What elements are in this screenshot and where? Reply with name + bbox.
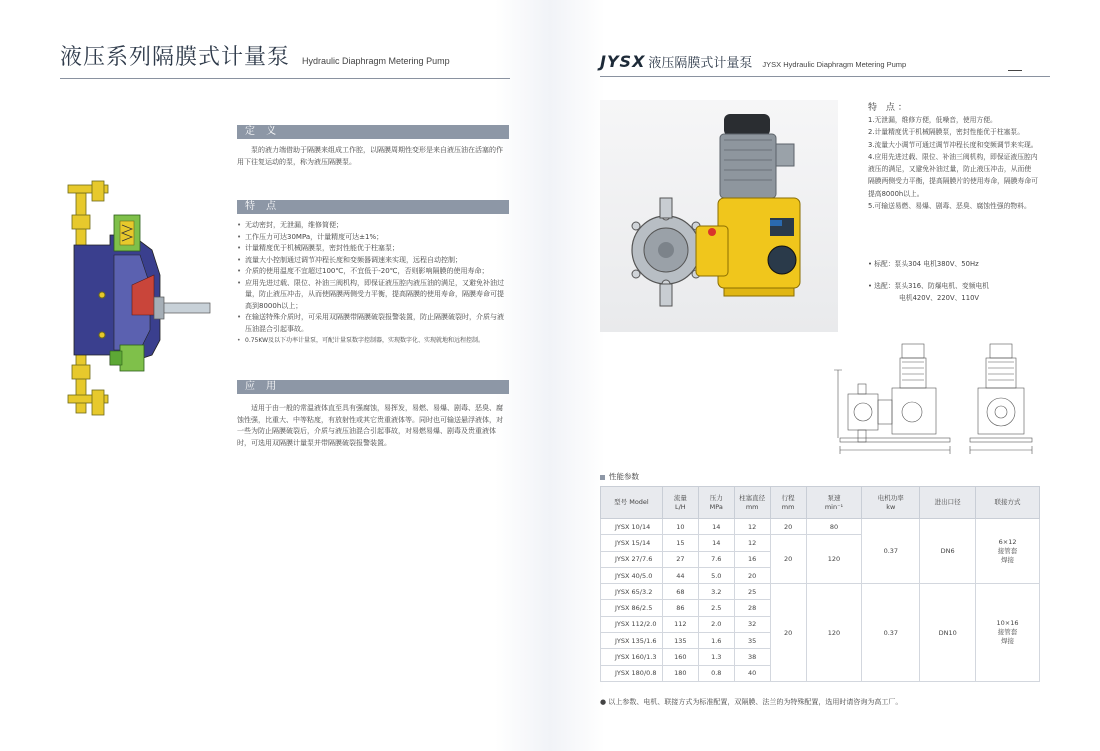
cell-model: JYSX 135/1.6 bbox=[601, 633, 663, 649]
right-title-cn: 液压隔膜式计量泵 bbox=[648, 56, 753, 71]
cell-diameter: 25 bbox=[734, 584, 770, 600]
feature-item: • 流量大小控制通过调节冲程长度和变频器调速来实现，远程自动控制； bbox=[237, 255, 509, 267]
cell-diameter: 12 bbox=[734, 519, 770, 535]
pump-cross-section-diagram bbox=[62, 175, 222, 425]
feature-item: • 无动密封，无泄漏，维修简便； bbox=[237, 220, 509, 232]
feature-item: • 计量精度优于机械隔膜泵，密封性能优于柱塞泵； bbox=[237, 243, 509, 255]
optional-config-line-2: 电机420V、220V、110V bbox=[899, 294, 980, 302]
optional-config-line-1: 选配：泵头316、防爆电机、变频电机 bbox=[874, 282, 990, 290]
cell-diameter: 32 bbox=[734, 616, 770, 632]
feature-item: • 应用先进过载、限位、补油三阀机构，即保证液压腔内液压油的满足，又避免补油过量，防止液压冲击，从而使隔膜两侧受力平衡，提高隔膜的使用寿命，隔膜寿命可提高到8000h以上； bbox=[237, 278, 509, 313]
cell-flow: 135 bbox=[662, 633, 698, 649]
spec-table-title-text: 性能参数 bbox=[609, 472, 639, 481]
pump-illustration bbox=[600, 100, 838, 332]
bullet-dot: • bbox=[868, 260, 875, 268]
right-header-rule bbox=[600, 76, 1050, 77]
cell-model: JYSX 15/14 bbox=[601, 535, 663, 551]
cell-flow: 180 bbox=[662, 665, 698, 681]
cell-power: 0.37 bbox=[862, 584, 920, 682]
col-header: 联接方式 bbox=[976, 487, 1040, 519]
table-row bbox=[601, 584, 1040, 600]
cell-model: JYSX 65/3.2 bbox=[601, 584, 663, 600]
cell-flow: 68 bbox=[662, 584, 698, 600]
cell-pressure: 0.8 bbox=[698, 665, 734, 681]
brand-name: JYSX bbox=[600, 52, 646, 71]
cell-pressure: 1.6 bbox=[698, 633, 734, 649]
spec-table-header-row bbox=[601, 487, 1040, 519]
right-feature-line: 提高8000h以上。 bbox=[868, 189, 924, 198]
cell-pressure: 2.0 bbox=[698, 616, 734, 632]
title-square-icon bbox=[600, 475, 605, 480]
left-title-cn: 液压系列隔膜式计量泵 bbox=[60, 45, 291, 70]
left-header-rule bbox=[60, 78, 510, 79]
col-header: 行程 mm bbox=[770, 487, 806, 519]
cell-flow: 10 bbox=[662, 519, 698, 535]
right-header bbox=[600, 52, 906, 71]
left-header bbox=[60, 40, 450, 71]
cell-stroke: 20 bbox=[770, 519, 806, 535]
cell-stroke: 20 bbox=[770, 535, 806, 584]
cell-flow: 15 bbox=[662, 535, 698, 551]
table-row bbox=[601, 519, 1040, 535]
cell-model: JYSX 10/14 bbox=[601, 519, 663, 535]
pump-product-photo bbox=[600, 100, 838, 332]
standard-config-text: 标配：泵头304 电机380V、50Hz bbox=[874, 260, 979, 268]
cell-model: JYSX 27/7.6 bbox=[601, 551, 663, 567]
cell-model: JYSX 160/1.3 bbox=[601, 649, 663, 665]
col-header: 泵速 min⁻¹ bbox=[806, 487, 862, 519]
cell-connection: 10×16 接管套 焊接 bbox=[976, 584, 1040, 682]
cell-speed: 120 bbox=[806, 535, 862, 584]
application-heading: 应 用 bbox=[237, 380, 509, 394]
col-header: 电机功率 kw bbox=[862, 487, 920, 519]
feature-item: • 0.75KW及以下功率计量泵，可配计量泵数字控制器，实现数字化、实现就地和远程控制。 bbox=[237, 335, 509, 347]
right-feature-line: 3.流量大小调节可通过调节冲程长度和变频调节来实现。 bbox=[868, 140, 1038, 149]
feature-item: • 介质的使用温度不宜超过100℃，不宜低于-20℃，否则影响隔膜的使用寿命； bbox=[237, 266, 509, 278]
right-feature-line: 1.无泄漏，维修方便，低噪音，使用方便。 bbox=[868, 116, 997, 124]
application-paragraph: 适用于由一般的常温液体直至具有强腐蚀，易挥发，易燃、易爆、剧毒、恶臭、腐蚀性强，比重大、中等粘度，有放射性或其它贵重液体等。同时也可输送悬浮液体，对一些为防止隔膜破裂后，介质与液压油混合引起事故，对易燃易爆、剧毒及贵重液体时，可选用双隔膜计量泵并带隔膜破裂报警装置。 bbox=[237, 404, 503, 447]
features-list-wrap bbox=[237, 220, 509, 347]
cell-pressure: 1.3 bbox=[698, 649, 734, 665]
right-page bbox=[550, 0, 1100, 751]
definition-text bbox=[237, 145, 509, 168]
right-feature-line: 4.应用先进过载、限位、补油三阀机构，即保证液压腔内 bbox=[868, 152, 1038, 161]
right-features-list bbox=[868, 114, 1058, 212]
col-header: 柱塞直径 mm bbox=[734, 487, 770, 519]
cell-pressure: 14 bbox=[698, 535, 734, 551]
cell-pressure: 2.5 bbox=[698, 600, 734, 616]
cell-power: 0.37 bbox=[862, 519, 920, 584]
footnote: ● 以上参数、电机、联接方式为标准配置，双隔膜、法兰的为特殊配置，选用时请咨询为高工厂。 bbox=[600, 698, 903, 706]
cell-port: DN6 bbox=[920, 519, 976, 584]
right-feature-line: 隔膜两侧受力平衡，提高隔膜片的使用寿命，隔膜寿命可 bbox=[868, 177, 1038, 186]
cell-pressure: 5.0 bbox=[698, 567, 734, 583]
cell-flow: 160 bbox=[662, 649, 698, 665]
col-header: 进出口径 bbox=[920, 487, 976, 519]
cell-connection: 6×12 接管套 焊接 bbox=[976, 519, 1040, 584]
cell-pressure: 7.6 bbox=[698, 551, 734, 567]
definition-heading: 定 义 bbox=[237, 125, 509, 139]
cell-speed: 80 bbox=[806, 519, 862, 535]
cell-diameter: 20 bbox=[734, 567, 770, 583]
right-feature-line: 液压的满足，又避免补油过量，防止液压冲击，从而使 bbox=[868, 165, 1032, 174]
feature-item: • 在输送特殊介质时，可采用双隔膜带隔膜破裂报警装置，防止隔膜破裂时，介质与液压油混合引起事故。 bbox=[237, 312, 509, 335]
col-header: 流量 L/H bbox=[662, 487, 698, 519]
standard-config bbox=[868, 258, 979, 270]
cell-diameter: 38 bbox=[734, 649, 770, 665]
col-header: 型号 Model bbox=[601, 487, 663, 519]
features-list bbox=[237, 220, 509, 347]
spec-table bbox=[600, 486, 1040, 682]
cell-model: JYSX 112/2.0 bbox=[601, 616, 663, 632]
right-title-en: JYSX Hydraulic Diaphragm Metering Pump bbox=[762, 60, 907, 69]
bullet-dot: • bbox=[868, 282, 875, 290]
cell-pressure: 3.2 bbox=[698, 584, 734, 600]
spec-table-title bbox=[600, 471, 639, 482]
dimension-drawing bbox=[830, 340, 1050, 470]
cell-speed: 120 bbox=[806, 584, 862, 682]
cell-stroke: 20 bbox=[770, 584, 806, 682]
header-mark bbox=[1008, 70, 1022, 71]
cell-flow: 27 bbox=[662, 551, 698, 567]
application-text bbox=[237, 403, 509, 449]
cell-port: DN10 bbox=[920, 584, 976, 682]
cell-pressure: 14 bbox=[698, 519, 734, 535]
right-feature-line: 2.计量精度优于机械隔膜泵，密封性能优于柱塞泵。 bbox=[868, 128, 1025, 137]
cell-diameter: 35 bbox=[734, 633, 770, 649]
col-header: 压力 MPa bbox=[698, 487, 734, 519]
cell-flow: 44 bbox=[662, 567, 698, 583]
cell-model: JYSX 40/5.0 bbox=[601, 567, 663, 583]
cell-model: JYSX 86/2.5 bbox=[601, 600, 663, 616]
right-feature-line: 5.可输送易燃、易爆、剧毒、恶臭、腐蚀性强的物料。 bbox=[868, 202, 1031, 211]
cell-flow: 86 bbox=[662, 600, 698, 616]
cell-diameter: 12 bbox=[734, 535, 770, 551]
left-title-en: Hydraulic Diaphragm Metering Pump bbox=[302, 56, 450, 66]
cell-flow: 112 bbox=[662, 616, 698, 632]
cell-diameter: 28 bbox=[734, 600, 770, 616]
feature-item: • 工作压力可达30MPa，计量精度可达±1%； bbox=[237, 232, 509, 244]
cell-model: JYSX 180/0.8 bbox=[601, 665, 663, 681]
right-features-heading: 特 点： bbox=[868, 103, 910, 113]
cell-diameter: 16 bbox=[734, 551, 770, 567]
definition-paragraph: 泵的液力端借助于隔膜来组成工作腔，以隔膜周期性变形是来自液压油在活塞的作用下往复运动的泵，称为液压隔膜泵。 bbox=[237, 146, 503, 166]
features-heading: 特 点 bbox=[237, 200, 509, 214]
cell-diameter: 40 bbox=[734, 665, 770, 681]
optional-config bbox=[868, 280, 989, 304]
